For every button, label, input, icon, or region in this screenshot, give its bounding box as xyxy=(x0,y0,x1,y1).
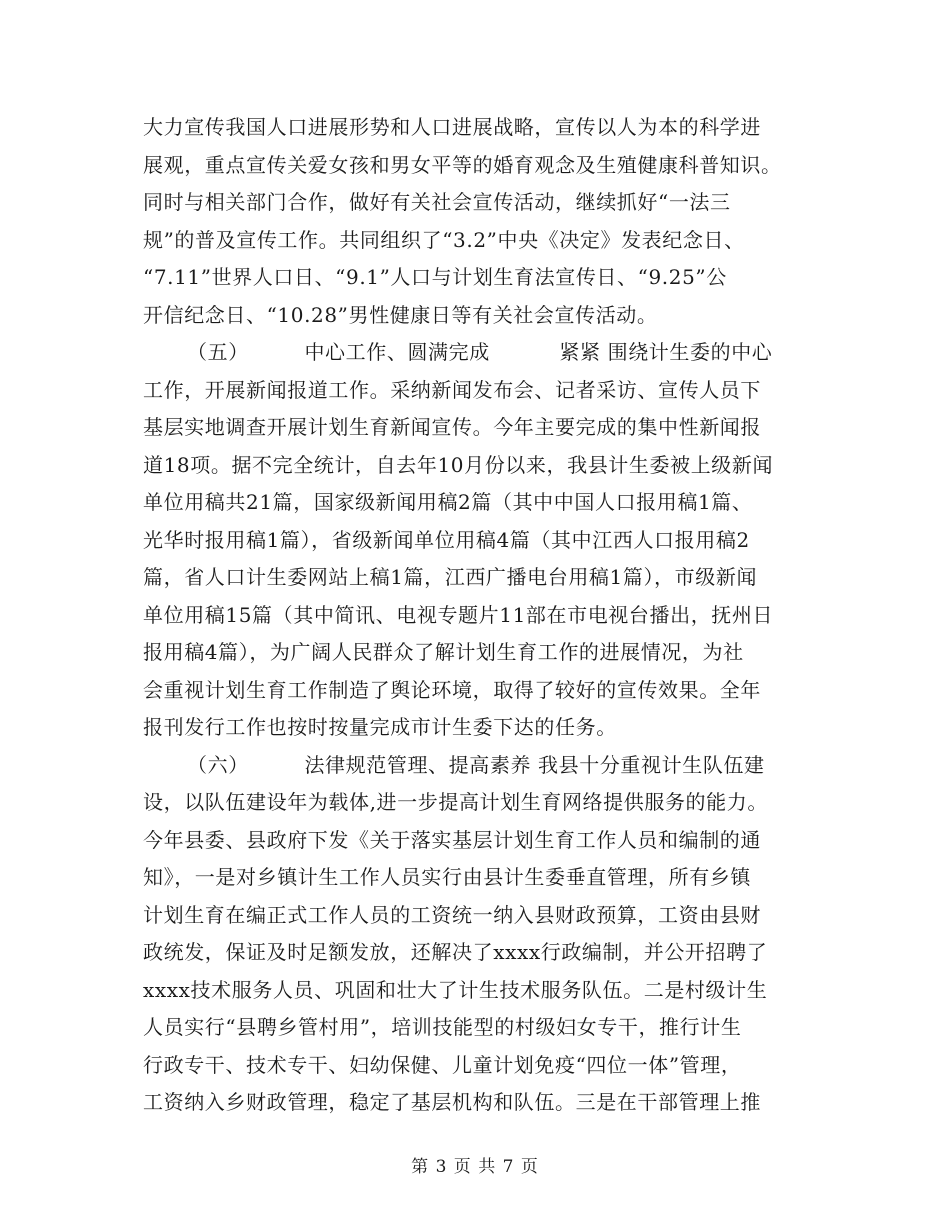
section-heading-line: （五） 中心工作、圆满完成 紧紧 围绕计生委的中心 xyxy=(187,340,773,364)
text-line: “7.11”世界人口日、“9.1”人口与计划生育法宣传日、“9.25”公 xyxy=(143,265,727,289)
text-line: 报用稿4篇），为广阔人民群众了解计划生育工作的进展情况，为社 xyxy=(143,640,744,664)
text-line: 知》，一是对乡镇计生工作人员实行由县计生委垂直管理，所有乡镇 xyxy=(143,865,751,889)
text-line: 道18项。据不完全统计，自去年10月份以来，我县计生委被上级新闻 xyxy=(143,452,774,477)
text-line: 单位用稿共21篇，国家级新闻用稿2篇（其中中国人口报用稿1篇、 xyxy=(143,490,753,514)
text-line: 会重视计划生育工作制造了舆论环境，取得了较好的宣传效果。全年 xyxy=(143,677,761,702)
text-line: 政统发，保证及时足额发放，还解决了xxxx行政编制，并公开招聘了 xyxy=(143,940,768,964)
text-line: 篇，省人口计生委网站上稿1篇，江西广播电台用稿1篇），市级新闻 xyxy=(143,565,758,589)
text-line: 人员实行“县聘乡管村用”，培训技能型的村级妇女专干，推行计生 xyxy=(143,1015,742,1039)
text-line: 报刊发行工作也按时按量完成市计生委下达的任务。 xyxy=(143,715,617,739)
text-line: 今年县委、县政府下发《关于落实基层计划生育工作人员和编制的通 xyxy=(143,827,761,852)
text-line: 规”的普及宣传工作。共同组织了“3.2”中央《决定》发表纪念日、 xyxy=(143,227,745,252)
text-line: 工作，开展新闻报道工作。采纳新闻发布会、记者采访、宣传人员下 xyxy=(143,377,761,402)
page-footer xyxy=(0,1152,950,1177)
text-line: 同时与相关部门合作，做好有关社会宣传活动，继续抓好“一法三 xyxy=(143,190,731,214)
text-line: 展观，重点宣传关爱女孩和男女平等的婚育观念及生殖健康科普知识。 xyxy=(143,152,782,177)
text-line: 行政专干、技术专干、妇幼保健、儿童计划免疫“四位一体”管理， xyxy=(143,1052,742,1077)
text-line: 工资纳入乡财政管理，稳定了基层机构和队伍。三是在干部管理上推 xyxy=(143,1090,761,1114)
text-line: 大力宣传我国人口进展形势和人口进展战略，宣传以人为本的科学进 xyxy=(143,115,761,139)
text-line: 计划生育在编正式工作人员的工资统一纳入县财政预算，工资由县财 xyxy=(143,902,761,927)
text-line: xxxx技术服务人员、巩固和壮大了计生技术服务队伍。二是村级计生 xyxy=(143,977,768,1002)
text-line: 设，以队伍建设年为载体,进一步提高计划生育网络提供服务的能力。 xyxy=(143,790,768,814)
text-line: 单位用稿15篇（其中简讯、电视专题片11部在市电视台播出，抚州日 xyxy=(143,602,774,627)
section-heading-line: （六） 法律规范管理、提高素养 我县十分重视计生队伍建 xyxy=(187,752,765,777)
text-line: 开信纪念日、“10.28”男性健康日等有关社会宣传活动。 xyxy=(143,302,658,327)
page-number: 第 3 页 共 7 页 xyxy=(411,1157,539,1177)
text-line: 光华时报用稿1篇），省级新闻单位用稿4篇（其中江西人口报用稿2 xyxy=(143,527,750,552)
document-body xyxy=(143,109,813,1122)
text-line: 基层实地调查开展计划生育新闻宣传。今年主要完成的集中性新闻报 xyxy=(143,415,761,439)
